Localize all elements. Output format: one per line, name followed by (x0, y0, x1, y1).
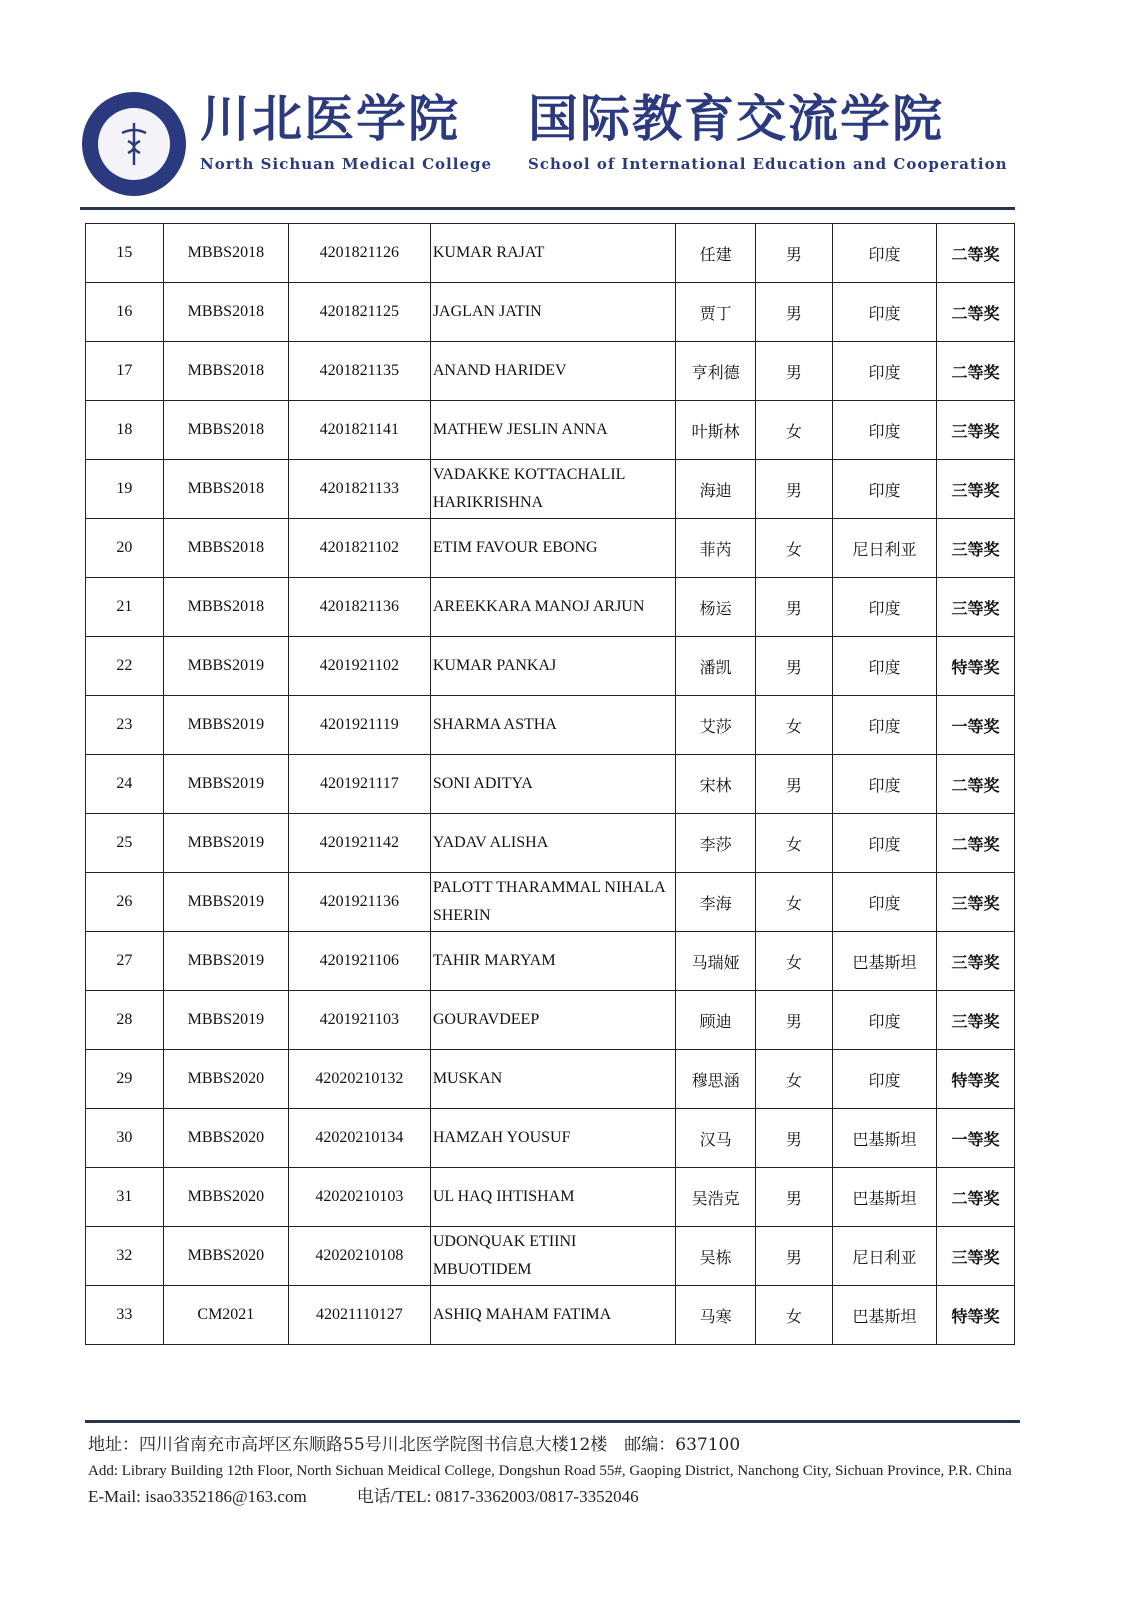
class-cell: MBBS2020 (163, 1168, 288, 1227)
chinese-name: 李莎 (676, 814, 756, 873)
award: 二等奖 (937, 755, 1015, 814)
student-name: JAGLAN JATIN (430, 283, 675, 342)
table-row (86, 283, 1015, 342)
college-block (200, 88, 492, 174)
gender: 男 (756, 637, 833, 696)
award: 特等奖 (937, 637, 1015, 696)
gender: 男 (756, 1168, 833, 1227)
chinese-name: 潘凯 (676, 637, 756, 696)
chinese-name: 汉马 (676, 1109, 756, 1168)
student-id: 4201821133 (288, 460, 430, 519)
college-logo (82, 92, 186, 196)
table-row (86, 519, 1015, 578)
chinese-name: 马瑞娅 (676, 932, 756, 991)
gender: 女 (756, 1286, 833, 1345)
table-row (86, 696, 1015, 755)
row-number: 32 (86, 1227, 164, 1286)
row-number: 29 (86, 1050, 164, 1109)
award: 二等奖 (937, 342, 1015, 401)
gender: 男 (756, 755, 833, 814)
row-number: 22 (86, 637, 164, 696)
award: 特等奖 (937, 1050, 1015, 1109)
chinese-name: 任建 (676, 224, 756, 283)
award: 一等奖 (937, 1109, 1015, 1168)
student-id: 4201821141 (288, 401, 430, 460)
table-row (86, 637, 1015, 696)
country: 印度 (832, 224, 936, 283)
award: 二等奖 (937, 224, 1015, 283)
gender: 女 (756, 814, 833, 873)
table-row (86, 1286, 1015, 1345)
row-number: 31 (86, 1168, 164, 1227)
country: 印度 (832, 283, 936, 342)
country: 印度 (832, 755, 936, 814)
student-name: MUSKAN (430, 1050, 675, 1109)
country: 印度 (832, 873, 936, 932)
gender: 女 (756, 696, 833, 755)
student-name: ANAND HARIDEV (430, 342, 675, 401)
student-id: 4201821126 (288, 224, 430, 283)
chinese-name: 李海 (676, 873, 756, 932)
email: E-Mail: isao3352186@163.com (88, 1487, 307, 1506)
class-cell: MBBS2019 (163, 696, 288, 755)
school-name-en: School of International Education and Cooperation (528, 155, 1008, 173)
gender: 男 (756, 342, 833, 401)
gender: 男 (756, 991, 833, 1050)
award: 三等奖 (937, 460, 1015, 519)
country: 巴基斯坦 (832, 932, 936, 991)
student-name: MATHEW JESLIN ANNA (430, 401, 675, 460)
student-name: YADAV ALISHA (430, 814, 675, 873)
class-cell: MBBS2019 (163, 991, 288, 1050)
country: 印度 (832, 637, 936, 696)
chinese-name: 亨利德 (676, 342, 756, 401)
country: 巴基斯坦 (832, 1109, 936, 1168)
student-name: UDONQUAK ETIINI MBUOTIDEM (430, 1227, 675, 1286)
student-id: 4201921136 (288, 873, 430, 932)
chinese-name: 穆思涵 (676, 1050, 756, 1109)
college-name-en: North Sichuan Medical College (200, 155, 493, 173)
gender: 女 (756, 401, 833, 460)
class-cell: MBBS2018 (163, 401, 288, 460)
award: 三等奖 (937, 873, 1015, 932)
school-name-cn: 国际教育交流学院 (528, 89, 945, 148)
student-id: 42020210132 (288, 1050, 430, 1109)
award: 特等奖 (937, 1286, 1015, 1345)
country: 印度 (832, 814, 936, 873)
country: 印度 (832, 696, 936, 755)
header-divider (80, 207, 1015, 210)
award: 三等奖 (937, 991, 1015, 1050)
row-number: 33 (86, 1286, 164, 1345)
table-row (86, 1109, 1015, 1168)
row-number: 18 (86, 401, 164, 460)
student-id: 4201921103 (288, 991, 430, 1050)
class-cell: MBBS2020 (163, 1050, 288, 1109)
award: 一等奖 (937, 696, 1015, 755)
student-id: 4201821135 (288, 342, 430, 401)
gender: 男 (756, 224, 833, 283)
student-id: 4201821125 (288, 283, 430, 342)
address-en: Add: Library Building 12th Floor, North Sichuan Meidical College, Dongshun Road 55#, Gaoping District, Nanchong City, Sichuan Province, P.R. China (88, 1463, 1012, 1479)
row-number: 21 (86, 578, 164, 637)
row-number: 17 (86, 342, 164, 401)
class-cell: CM2021 (163, 1286, 288, 1345)
table-row (86, 224, 1015, 283)
country: 巴基斯坦 (832, 1286, 936, 1345)
student-id: 42021110127 (288, 1286, 430, 1345)
contact-row (88, 1486, 1123, 1508)
student-name: GOURAVDEEP (430, 991, 675, 1050)
award: 三等奖 (937, 1227, 1015, 1286)
row-number: 19 (86, 460, 164, 519)
student-id: 4201921102 (288, 637, 430, 696)
country: 印度 (832, 1050, 936, 1109)
table-row (86, 1050, 1015, 1109)
chinese-name: 吴浩克 (676, 1168, 756, 1227)
class-cell: MBBS2019 (163, 932, 288, 991)
class-cell: MBBS2018 (163, 224, 288, 283)
student-name: ASHIQ MAHAM FATIMA (430, 1286, 675, 1345)
gender: 男 (756, 460, 833, 519)
row-number: 26 (86, 873, 164, 932)
gender: 女 (756, 932, 833, 991)
class-cell: MBBS2019 (163, 755, 288, 814)
chinese-name: 叶斯林 (676, 401, 756, 460)
chinese-name: 菲芮 (676, 519, 756, 578)
table-row (86, 401, 1015, 460)
class-cell: MBBS2018 (163, 342, 288, 401)
row-number: 15 (86, 224, 164, 283)
gender: 女 (756, 519, 833, 578)
telephone: 电话/TEL: 0817-3362003/0817-3352046 (356, 1487, 639, 1506)
college-name-cn: 川北医学院 (200, 89, 460, 148)
award: 三等奖 (937, 578, 1015, 637)
gender: 女 (756, 873, 833, 932)
gender: 男 (756, 578, 833, 637)
class-cell: MBBS2018 (163, 578, 288, 637)
student-name: PALOTT THARAMMAL NIHALA SHERIN (430, 873, 675, 932)
row-number: 27 (86, 932, 164, 991)
student-name: SHARMA ASTHA (430, 696, 675, 755)
student-id: 4201821136 (288, 578, 430, 637)
table-row (86, 932, 1015, 991)
country: 尼日利亚 (832, 1227, 936, 1286)
class-cell: MBBS2020 (163, 1109, 288, 1168)
student-id: 42020210103 (288, 1168, 430, 1227)
student-id: 42020210108 (288, 1227, 430, 1286)
gender: 男 (756, 1227, 833, 1286)
row-number: 30 (86, 1109, 164, 1168)
caduceus-icon (98, 108, 170, 180)
class-cell: MBBS2019 (163, 637, 288, 696)
award: 二等奖 (937, 283, 1015, 342)
student-id: 4201921119 (288, 696, 430, 755)
table-row (86, 1227, 1015, 1286)
footer-divider (85, 1420, 1020, 1423)
student-name: VADAKKE KOTTACHALIL HARIKRISHNA (430, 460, 675, 519)
student-name: SONI ADITYA (430, 755, 675, 814)
table-row (86, 578, 1015, 637)
table-row (86, 814, 1015, 873)
country: 尼日利亚 (832, 519, 936, 578)
student-name: ETIM FAVOUR EBONG (430, 519, 675, 578)
country: 印度 (832, 460, 936, 519)
table-row (86, 1168, 1015, 1227)
table-row (86, 342, 1015, 401)
country: 印度 (832, 401, 936, 460)
school-block (528, 88, 1008, 174)
table-row (86, 873, 1015, 932)
chinese-name: 马寒 (676, 1286, 756, 1345)
student-name: HAMZAH YOUSUF (430, 1109, 675, 1168)
class-cell: MBBS2018 (163, 283, 288, 342)
gender: 男 (756, 1109, 833, 1168)
student-id: 4201921117 (288, 755, 430, 814)
chinese-name: 海迪 (676, 460, 756, 519)
chinese-name: 艾莎 (676, 696, 756, 755)
student-id: 42020210134 (288, 1109, 430, 1168)
class-cell: MBBS2020 (163, 1227, 288, 1286)
row-number: 25 (86, 814, 164, 873)
row-number: 23 (86, 696, 164, 755)
country: 印度 (832, 578, 936, 637)
award: 三等奖 (937, 401, 1015, 460)
row-number: 24 (86, 755, 164, 814)
award-table (85, 223, 1015, 1345)
student-name: TAHIR MARYAM (430, 932, 675, 991)
letterhead (200, 88, 1030, 174)
class-cell: MBBS2019 (163, 814, 288, 873)
chinese-name: 贾丁 (676, 283, 756, 342)
chinese-name: 吴栋 (676, 1227, 756, 1286)
student-name: AREEKKARA MANOJ ARJUN (430, 578, 675, 637)
chinese-name: 顾迪 (676, 991, 756, 1050)
class-cell: MBBS2019 (163, 873, 288, 932)
address-cn: 地址：四川省南充市高坪区东顺路55号川北医学院图书信息大楼12楼 邮编：637100 (88, 1435, 741, 1455)
award: 三等奖 (937, 519, 1015, 578)
student-id: 4201821102 (288, 519, 430, 578)
row-number: 16 (86, 283, 164, 342)
table-row (86, 460, 1015, 519)
student-name: KUMAR RAJAT (430, 224, 675, 283)
chinese-name: 杨运 (676, 578, 756, 637)
student-name: UL HAQ IHTISHAM (430, 1168, 675, 1227)
table-row (86, 991, 1015, 1050)
student-id: 4201921142 (288, 814, 430, 873)
chinese-name: 宋林 (676, 755, 756, 814)
gender: 女 (756, 1050, 833, 1109)
country: 印度 (832, 991, 936, 1050)
class-cell: MBBS2018 (163, 460, 288, 519)
student-name: KUMAR PANKAJ (430, 637, 675, 696)
award: 二等奖 (937, 1168, 1015, 1227)
award: 二等奖 (937, 814, 1015, 873)
row-number: 28 (86, 991, 164, 1050)
award: 三等奖 (937, 932, 1015, 991)
class-cell: MBBS2018 (163, 519, 288, 578)
row-number: 20 (86, 519, 164, 578)
country: 巴基斯坦 (832, 1168, 936, 1227)
student-id: 4201921106 (288, 932, 430, 991)
country: 印度 (832, 342, 936, 401)
gender: 男 (756, 283, 833, 342)
footer (88, 1434, 1123, 1508)
table-row (86, 755, 1015, 814)
